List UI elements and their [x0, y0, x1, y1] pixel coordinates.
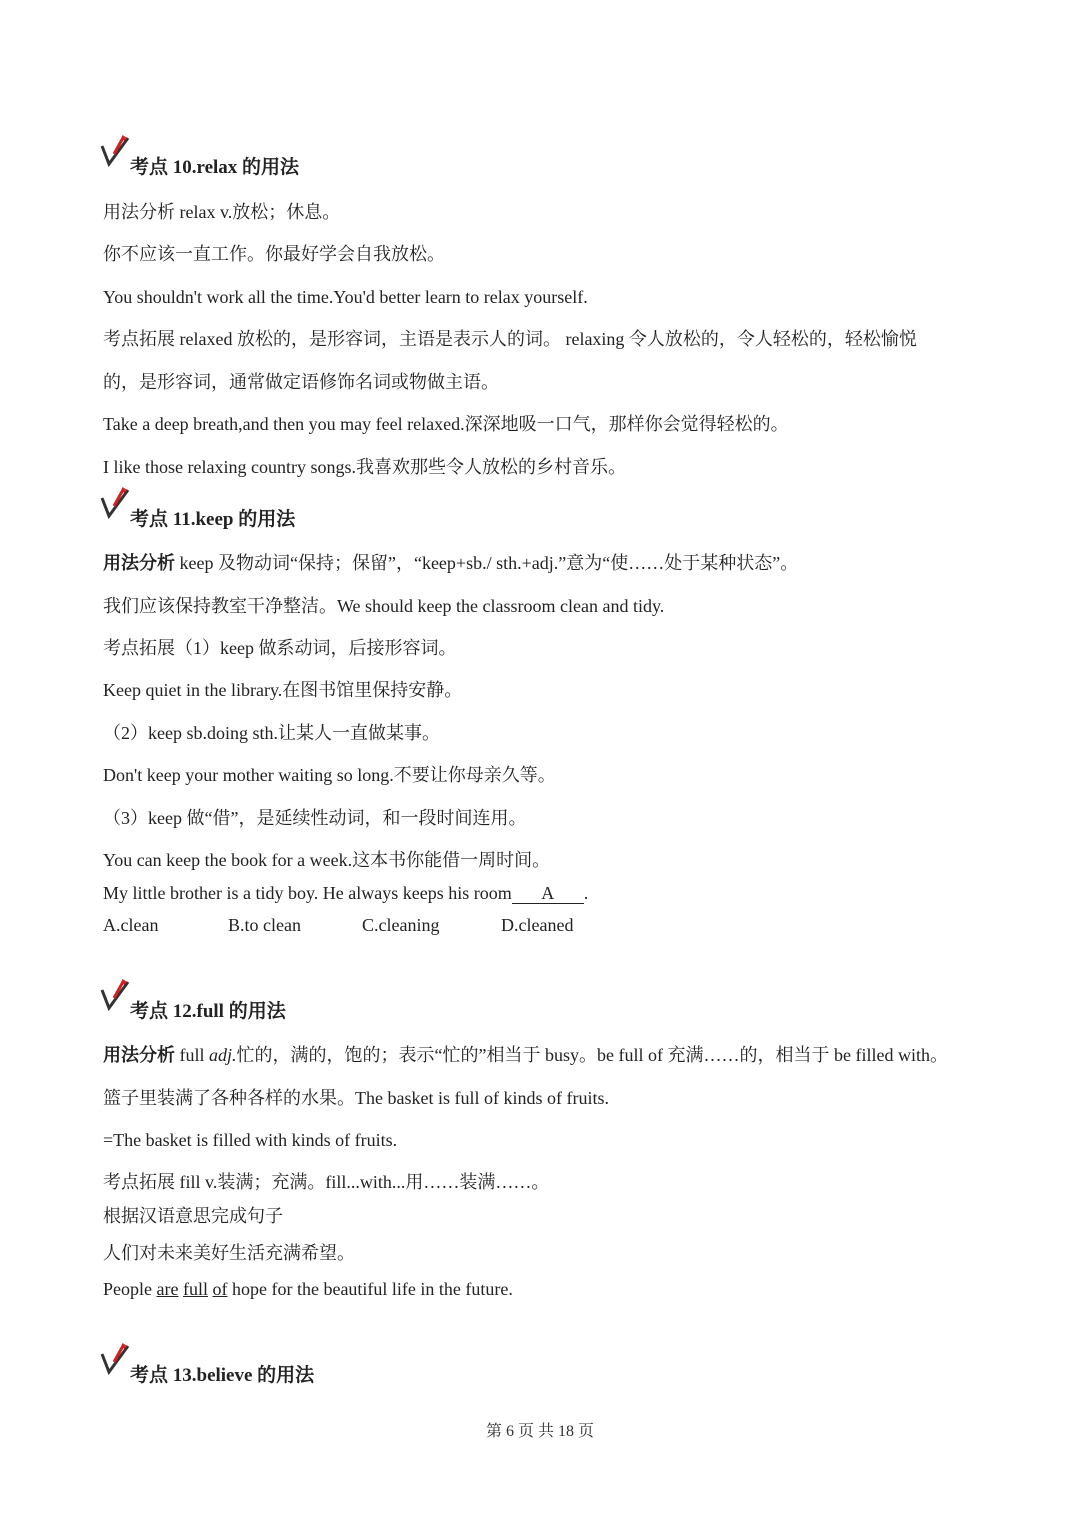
- text-line: 你不应该一直工作。你最好学会自我放松。: [103, 244, 445, 264]
- question-stem: [103, 881, 588, 905]
- text-line: 人们对未来美好生活充满希望。: [103, 1243, 355, 1263]
- text-line: 篮子里装满了各种各样的水果。The basket is full of kinds of fruits.: [103, 1088, 609, 1108]
- text-span: hope for the beautiful life in the future.: [227, 1279, 513, 1299]
- text-line: 考点拓展 relaxed 放松的，是形容词，主语是表示人的词。 relaxing 令人放松的，令人轻松的，轻松愉悦: [103, 329, 917, 349]
- text-line: =The basket is filled with kinds of fruits.: [103, 1130, 398, 1150]
- page-footer: 第 6 页 共 18 页: [485, 1423, 594, 1440]
- text-line: [103, 551, 798, 575]
- option-a: A.clean: [103, 915, 159, 935]
- text-line: I like those relaxing country songs.我喜欢那些令人放松的乡村音乐。: [103, 457, 626, 477]
- section-title: 考点 10.relax 的用法: [130, 157, 300, 178]
- answer-word: are: [156, 1279, 179, 1299]
- question-end: .: [583, 883, 589, 903]
- section-title: 考点 12.full 的用法: [130, 1001, 286, 1022]
- text-line: You shouldn't work all the time.You'd better learn to relax yourself.: [103, 287, 588, 307]
- text-line: [103, 1043, 948, 1067]
- usage-label: 用法分析: [103, 1045, 175, 1065]
- section-title: 考点 11.keep 的用法: [130, 509, 296, 530]
- pen-check-icon: [100, 978, 132, 1014]
- text-span: People: [103, 1279, 157, 1299]
- text-line: 我们应该保持教室干净整洁。We should keep the classroom clean and tidy.: [103, 596, 665, 616]
- usage-label: 用法分析: [103, 553, 175, 573]
- option-d: D.cleaned: [501, 915, 574, 935]
- text-line: 考点拓展（1）keep 做系动词，后接形容词。: [103, 638, 457, 658]
- question-text: My little brother is a tidy boy. He always keeps his room: [103, 883, 512, 903]
- text-line: （2）keep sb.doing sth.让某人一直做某事。: [103, 723, 440, 743]
- text-line: 考点拓展 fill v.装满；充满。fill...with...用……装满……。: [103, 1172, 550, 1192]
- option-c: C.cleaning: [362, 915, 440, 935]
- answer-blank: A: [512, 883, 584, 904]
- text-line: 的，是形容词，通常做定语修饰名词或物做主语。: [103, 372, 499, 392]
- answer-word: of: [212, 1279, 228, 1299]
- answer-word: full: [182, 1279, 208, 1299]
- pen-check-icon: [100, 1342, 132, 1378]
- text-line: You can keep the book for a week.这本书你能借一周时间。: [103, 850, 551, 870]
- text-line: 根据汉语意思完成句子: [103, 1206, 283, 1226]
- text-line: 用法分析 relax v.放松；休息。: [103, 202, 341, 222]
- text-line: （3）keep 做“借”，是延续性动词，和一段时间连用。: [103, 808, 527, 828]
- text-span: keep 及物动词“保持；保留”，“keep+sb./ sth.+adj.”意为“使……处于某种状态”。: [175, 553, 799, 573]
- text-line: Keep quiet in the library.在图书馆里保持安静。: [103, 680, 463, 700]
- pen-check-icon: [100, 134, 132, 170]
- pos-tag: adj.: [209, 1045, 237, 1065]
- text-line: Take a deep breath,and then you may feel relaxed.深深地吸一口气，那样你会觉得轻松的。: [103, 414, 789, 434]
- text-span: 忙的，满的，饱的；表示“忙的”相当于 busy。be full of 充满……的，相当于 be filled with。: [236, 1045, 948, 1065]
- pen-check-icon: [100, 486, 132, 522]
- text-line: Don't keep your mother waiting so long.不要让你母亲久等。: [103, 765, 556, 785]
- text-span: full: [175, 1045, 209, 1065]
- answer-line: [103, 1277, 513, 1301]
- option-b: B.to clean: [228, 915, 301, 935]
- section-title: 考点 13.believe 的用法: [130, 1365, 315, 1386]
